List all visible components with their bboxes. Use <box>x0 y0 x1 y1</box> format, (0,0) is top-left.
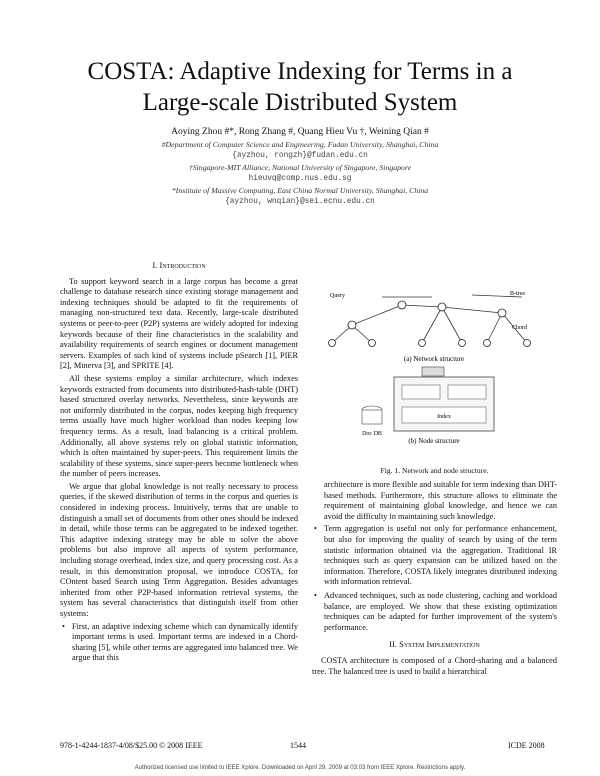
database-icon <box>362 410 382 424</box>
node-module <box>448 385 486 399</box>
email-2: hieuvq@comp.nus.edu.sg <box>248 175 352 183</box>
footer-venue: ICDE 2008 <box>508 741 545 750</box>
page-number: 1544 <box>290 741 306 750</box>
body-paragraph: architecture is more flexible and suitable for term indexing than DHT-based methods. Furthermore, this structure allows to eliminate the requirement of maintaining global knowledge, and hence we can avoid the difficulty in maintaining such knowledge. <box>324 480 557 521</box>
footer-isbn: 978-1-4244-1837-4/08/$25.00 © 2008 IEEE <box>60 741 203 750</box>
email-1: {ayzhou, rongzh}@fudan.edu.cn <box>232 152 368 160</box>
affiliation-3: *Institute of Massive Computing, East China Normal University, Shanghai, China <box>171 186 429 195</box>
right-column <box>312 480 557 679</box>
implementation-paragraph: COSTA architecture is composed of a Chord-sharing and a balanced tree. The balanced tree is used to build a hierarchical <box>312 655 557 676</box>
node-module <box>402 385 440 399</box>
network-node <box>459 340 466 347</box>
network-node <box>438 303 446 311</box>
figure-sublabel-a: (a) Network structure <box>403 355 465 363</box>
figure-label: B-tree <box>510 291 525 297</box>
bullet-item-3: • Advanced techniques, such as node clustering, caching and workload balance, are employed. We show that these existing optimization techniques can be adapted for further improvement of the system's performance. <box>312 591 557 633</box>
section-heading-introduction: I. Introduction <box>152 260 206 270</box>
figure-label: Query <box>330 293 345 299</box>
figure-label: Chord <box>512 325 527 331</box>
network-node <box>369 340 376 347</box>
network-node <box>419 340 426 347</box>
figure-caption: Fig. 1. Network and node structure. <box>380 466 489 475</box>
email-3: {ayzhou, wnqian}@sei.ecnu.edu.cn <box>225 198 375 206</box>
network-node <box>348 321 356 329</box>
paper-title: COSTA: Adaptive Indexing for Terms in a Large-scale Distributed System <box>87 58 513 116</box>
network-node <box>484 340 491 347</box>
bullet-item-2: • Term aggregation is useful not only for performance enhancement, but also for improving the quality of search by using of the term statistic information obtained via the aggregation. Traditional IR techniques such as query expansion can be utilized based on the information. Therefore, COSTA likely integrates distributed indexing with information retrieval. <box>312 524 557 588</box>
intro-paragraph-2: All these systems employ a similar architecture, which indexes keywords extracted from documents into distributed-hash-table (DHT) based structured overlay networks. Nevertheless, since keywords are not uniformly distributed in the corpus, nodes keeping high frequency terms usually have much higher workload than nodes keeping low frequency terms. As a result, load balancing is a critical problem. Additionally, all above systems rely on global statistic information, which is often maintained by super-peers. This requirement limits the scalability of these systems, since super-peers become bottleneck when the number of peers increases. <box>60 373 298 479</box>
license-note: Authorized licensed use limited to IEEE Xplore. Downloaded on April 29, 2009 at 03:03 from IEEE Xplore. Restrictions apply. <box>134 765 466 771</box>
author-list: Aoying Zhou #*, Rong Zhang #, Quang Hieu Vu †, Weining Qian # <box>171 127 429 137</box>
affiliation-2: †Singapore-MIT Alliance, National University of Singapore, Singapore <box>188 163 412 172</box>
intro-paragraph-3: We argue that global knowledge is not really necessary to process queries, if the skewed distribution of terms in the corpus and queries is considered in indexing process. Intuitively, terms that are unable to distinguish a small set of documents from other ones should be indexed in detail, while those terms can be aggregated to be indexed together. This adaptive indexing strategy may be able to solve the above problems but also improve all aspects of system performance, including storage overhead, index size, and query processing cost. As a result, in this demonstration proposal, we introduce COSTA, for COntent based Search using Term Aggregation. Besides advantages inherited from other P2P-based information retrieval systems, the system has several characteristics that distinguish itself from other systems: <box>60 481 298 618</box>
network-node <box>524 340 531 347</box>
intro-paragraph-1: To support keyword search in a large corpus has become a great challenge to database research since existing storage management and indexing techniques should be adapted to fit the requirements of managing non-structured text data. Recently, large-scale distributed systems or peer-to-peer (P2P) systems are widely adopted for indexing keywords because of their fine characteristics in the scalability and availability requirements of search engines or document management servers. Examples of such kind of systems include pSearch [1], PIER [2], Minerva [3], and SPRITE [4]. <box>60 276 298 371</box>
figure-label: Doc DB <box>362 431 382 437</box>
bullet-item-1: • First, an adaptive indexing scheme which can dynamically identify important terms is used. Important terms are indexed in a Chord-sharing [5], while other terms are aggregated into balanced tree. We argue that this <box>60 622 298 664</box>
section-heading-implementation: II. System Implementation <box>389 639 480 650</box>
affiliation-1: #Department of Computer Science and Engineering, Fudan University, Shanghai, China <box>161 140 439 149</box>
computer-icon <box>422 367 444 376</box>
network-node <box>498 309 506 317</box>
figure-label: Index <box>437 414 451 420</box>
network-node <box>329 340 336 347</box>
figure-sublabel-b: (b) Node structure <box>408 437 460 445</box>
network-node <box>398 301 406 309</box>
left-column <box>60 260 298 667</box>
figure-network-node-structure <box>312 285 557 445</box>
